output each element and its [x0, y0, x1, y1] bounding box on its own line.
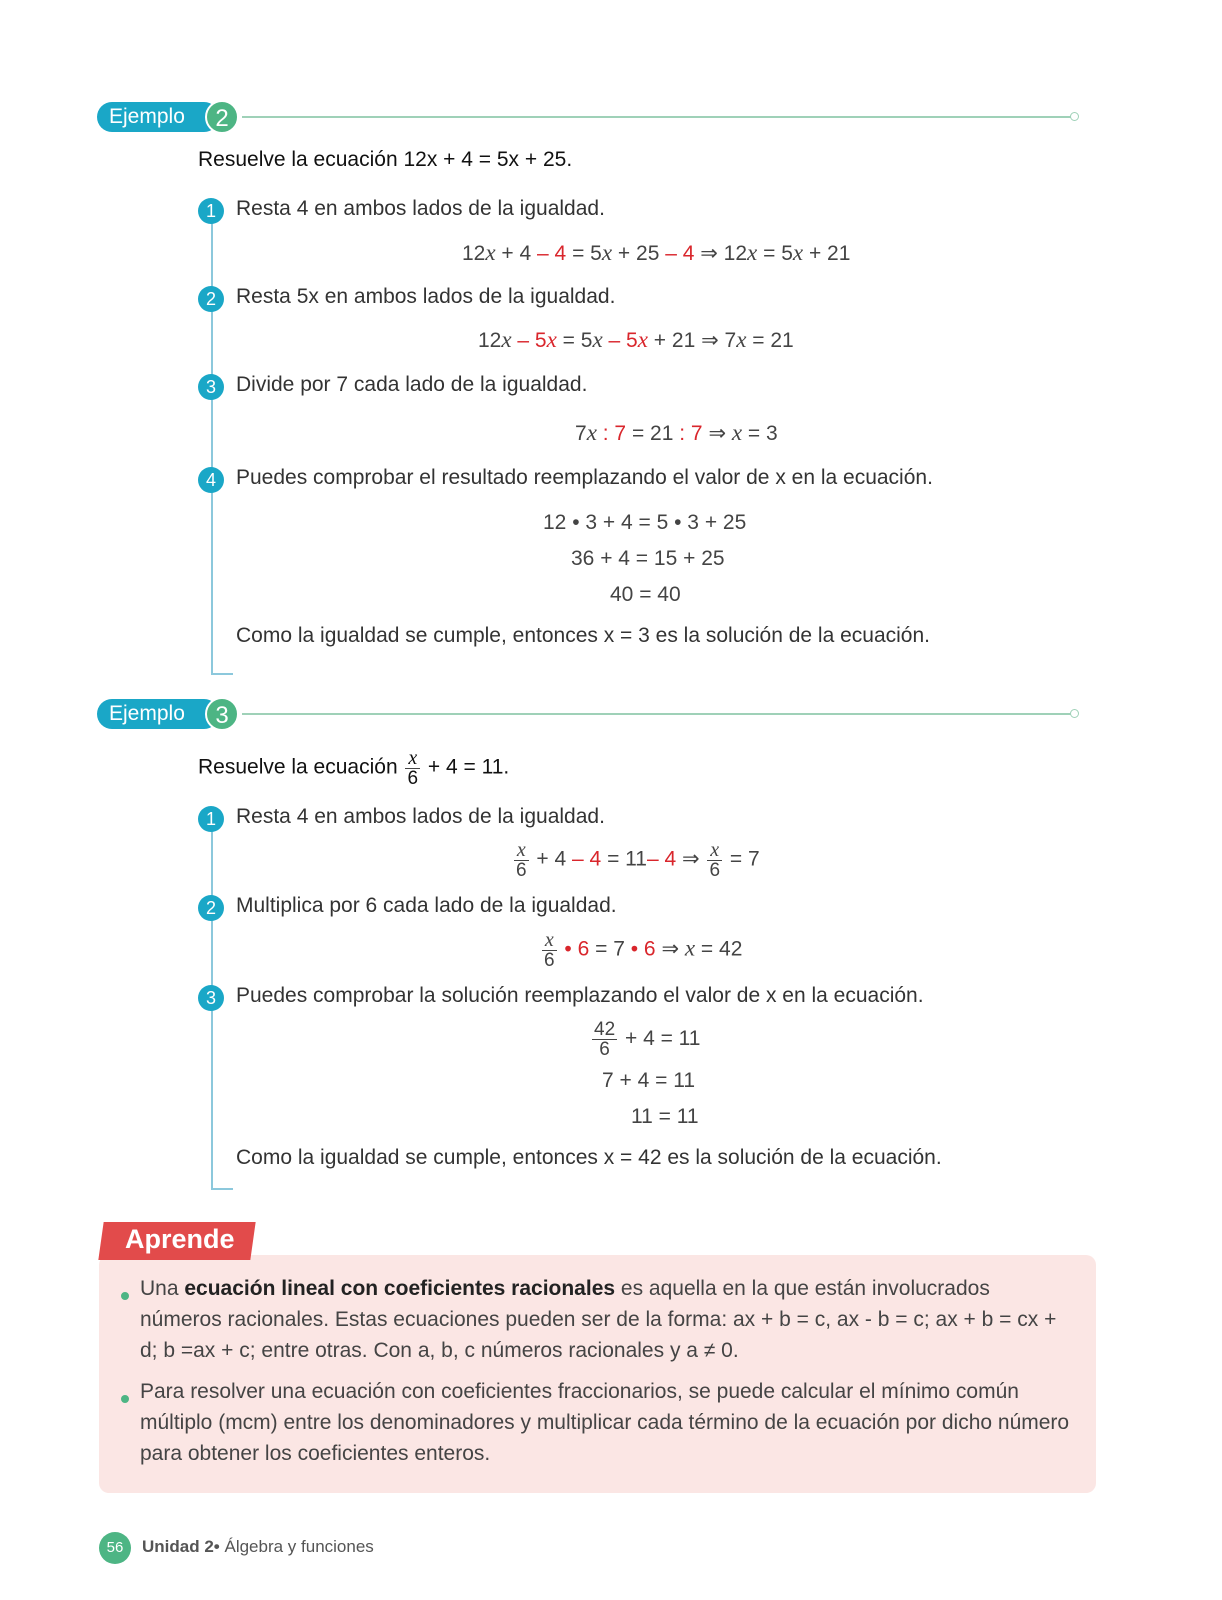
step-text: Resta 5x en ambos lados de la igualdad.	[236, 285, 616, 308]
header-rule	[242, 116, 1072, 118]
step-number: 3	[198, 985, 224, 1011]
ejemplo-2-header	[97, 100, 1097, 134]
ejemplo-number: 2	[205, 100, 239, 134]
equation-step-1: $\frac{x}{6}$ + 4 – 4 = 11– 4 ⇒ $\frac{x}{6}$ = 7	[516, 839, 760, 881]
steps-guide-line	[211, 215, 213, 675]
statement-prefix: Resuelve la ecuación	[198, 755, 398, 779]
conclusion: Como la igualdad se cumple, entonces x = 42 es la solución de la ecuación.	[236, 1146, 942, 1169]
aprende-paragraph-1	[140, 1273, 1070, 1366]
step-text: Multiplica por 6 cada lado de la igualdad.	[236, 894, 617, 917]
step-number: 1	[198, 806, 224, 832]
footer-unit	[142, 1537, 374, 1557]
equation-step-2: 12x – 5x = 5x – 5x + 21 ⇒ 7x = 21	[478, 327, 794, 352]
ejemplo-2-statement: Resuelve la ecuación 12x + 4 = 5x + 25.	[198, 148, 573, 171]
section-label: Álgebra y funciones	[224, 1537, 374, 1556]
header-rule	[242, 713, 1072, 715]
check-line: 7 + 4 = 11	[602, 1069, 696, 1092]
equation-step-1: 12x + 4 – 4 = 5x + 25 – 4 ⇒ 12x = 5x + 21	[462, 240, 851, 265]
conclusion: Como la igualdad se cumple, entonces x = 3 es la solución de la ecuación.	[236, 624, 931, 647]
bullet-icon	[121, 1292, 129, 1300]
step-text: Resta 4 en ambos lados de la igualdad.	[236, 805, 605, 828]
check-line: 40 = 40	[610, 583, 681, 606]
check-line: 11 = 11	[631, 1105, 699, 1128]
aprende-title: Aprende	[125, 1224, 235, 1254]
ejemplo-number: 3	[205, 697, 239, 731]
page-number: 56	[99, 1532, 131, 1564]
step-text: Resta 4 en ambos lados de la igualdad.	[236, 197, 605, 220]
statement-suffix: + 4 = 11.	[427, 755, 510, 779]
step-text: Puedes comprobar el resultado reemplazando el valor de x en la ecuación.	[236, 466, 933, 489]
ejemplo-label: Ejemplo	[97, 102, 219, 132]
unit-label: Unidad 2•	[142, 1537, 220, 1556]
check-line: $\frac{42}{6}$ + 4 = 11	[594, 1019, 701, 1060]
equation-step-2: $\frac{x}{6}$ • 6 = 7 • 6 ⇒ x = 42	[544, 929, 743, 971]
step-number: 4	[198, 467, 224, 493]
check-line: 12 • 3 + 4 = 5 • 3 + 25	[543, 511, 747, 534]
steps-guide-foot	[211, 673, 233, 675]
step-number: 3	[198, 374, 224, 400]
step-number: 2	[198, 895, 224, 921]
ejemplo-3-statement: Resuelve la ecuación $\frac{x}{6}$ + 4 = 11.	[198, 747, 510, 789]
step-text: Divide por 7 cada lado de la igualdad.	[236, 373, 588, 396]
text: es aquella en la que están involucrados números racionales. Estas ecuaciones pueden ser de la forma: ax + b = c, ax - b = c; ax + b = cx + d; b =ax + c; entre otras. Con a, b, c números racionales y a ≠ 0.	[140, 1277, 1057, 1362]
rule-end-dot	[1070, 709, 1079, 718]
step-text: Puedes comprobar la solución reemplazando el valor de x en la ecuación.	[236, 984, 924, 1007]
check-line: 36 + 4 = 15 + 25	[571, 547, 725, 570]
aprende-paragraph-2: Para resolver una ecuación con coeficientes fraccionarios, se puede calcular el mínimo común múltiplo (mcm) entre los denominadores y multiplicar cada término de la ecuación por dicho número para obtener los coeficientes enteros.	[140, 1380, 1070, 1465]
rule-end-dot	[1070, 112, 1079, 121]
bullet-icon	[121, 1395, 129, 1403]
equation-step-3: 7x : 7 = 21 : 7 ⇒ x = 3	[575, 420, 778, 445]
step-number: 1	[198, 198, 224, 224]
ejemplo-label: Ejemplo	[97, 699, 219, 729]
text: Una	[140, 1277, 179, 1300]
step-number: 2	[198, 286, 224, 312]
key-term: ecuación lineal con coeficientes racionales	[184, 1277, 616, 1300]
steps-guide-foot	[211, 1188, 233, 1190]
ejemplo-3-header	[97, 697, 1097, 731]
